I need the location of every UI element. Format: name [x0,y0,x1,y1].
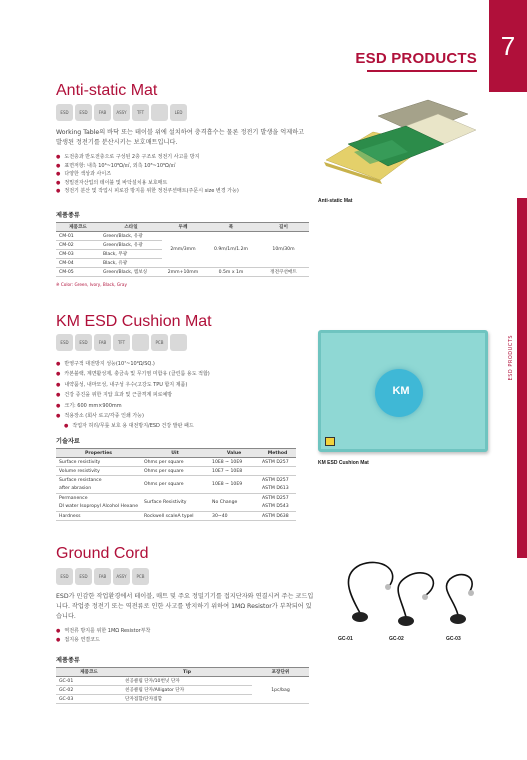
tft-badge-icon: TFT [132,104,149,121]
table-cell [259,476,296,494]
fab-badge-icon: FAB [94,104,111,121]
mat-logo-text: KM [392,385,410,397]
table-header-row [56,449,296,458]
table-cell: 0.5m x 1m [204,268,258,277]
table-cell: Hardness [56,512,141,521]
table-cell: GC-01 [56,677,122,686]
table-cell: CM-02 [56,241,100,250]
esd-warning-icon [325,437,335,446]
table-row [56,268,309,277]
table-row [56,476,296,494]
cord-caption-gc02: GC-02 [389,636,404,642]
device-badge-icon [132,334,149,351]
cell-line: Surface resistance [59,477,102,483]
list-item: ● 다양한 색상과 사이즈 [56,170,316,179]
table-row [56,467,296,476]
table-cell: CM-01 [56,232,100,241]
cord-spec-title: 제품종류 [56,657,80,664]
table-cell: 10E8 ~ 10E9 [209,458,259,467]
cell-line: ASTM D613 [262,485,289,491]
cushion-section-title: KM ESD Cushion Mat [56,313,212,330]
mat-spec-table [56,222,309,277]
assy-badge-icon: ASSY [113,568,130,585]
anti-static-mat-image [318,92,483,195]
table-row [56,458,296,467]
table-cell [259,494,296,512]
list-item: ● 건강 증진을 위한 지압 효과 및 근골격계 피로예방 [56,390,316,400]
cushion-image-caption: KM ESD Cushion Mat [318,460,369,466]
table-cell: 10E7 ~ 10E8 [209,467,259,476]
table-row [56,232,309,241]
table-cell: CM-04 [56,259,100,268]
cushion-tech-table [56,448,296,521]
table-cell: 2mm/3mm [162,232,204,268]
table-cell: Ohms per square [141,458,209,467]
table-cell: 10E8 ~ 10E9 [209,476,259,494]
table-cell: Surface Resistivity [141,494,209,512]
cord-caption-gc03: GC-03 [446,636,461,642]
cell-line: ASTM D257 [262,477,289,483]
chapter-number-tab: 7 [489,0,527,92]
cushion-feature-list [56,359,316,432]
table-header-row [56,223,309,232]
list-item: ● 도전층과 반도전층으로 구성된 2층 구조로 정전기 사고를 방지 [56,153,316,162]
column-header: Method [259,449,296,458]
table-cell: No Change [209,494,259,512]
list-item: ● 표면저항: 내측 10⁶~10⁸Ω/㎡, 외측 10⁸~10⁹Ω/㎡ [56,162,316,171]
table-cell: Green/Black, 유광 [100,232,162,241]
column-header: 제품코드 [56,223,100,232]
table-cell: Ohms per square [141,476,209,494]
table-cell: Green/Black, 유광 [100,241,162,250]
cushion-tech-title: 기술자료 [56,438,80,445]
list-item: ● 역전류 방지를 위한 1MΩ Resistor부착 [56,627,316,636]
mat-spec-title: 제품종류 [56,212,80,219]
list-item: ● 카본블랙, 계면활성제, 충금속 및 무기염 미함유 (클린룸 용도 적합) [56,369,316,379]
table-row [56,494,296,512]
led-badge-icon: LED [170,104,187,121]
cell-line: after abrasion [59,485,92,491]
table-cell: GC-02 [56,686,122,695]
cord-caption-gc01: GC-01 [338,636,353,642]
table-cell: CM-03 [56,250,100,259]
header-rule [367,70,477,72]
table-cell: ASTM D257 [259,458,296,467]
table-cell [259,467,296,476]
mat-section-title: Anti-static Mat [56,82,158,99]
table-cell: 친공클립 단자/Alligator 단자 [122,686,252,695]
list-item: ● 반영구적 대전방지 성능(10⁷~10⁹Ω/SQ.) [56,359,316,369]
table-cell: Volume resistivity [56,467,141,476]
list-item: ● 크기: 600 mm×900mm [56,401,316,411]
ground-cord-image [330,555,495,630]
cell-line: ASTM D543 [262,503,289,509]
table-cell [56,494,141,512]
cord-feature-list [56,627,316,644]
column-header: Tip [122,668,252,677]
table-cell: Green/Black, 엠보싱 [100,268,162,277]
fab-badge-icon: FAB [94,334,111,351]
pcb-badge-icon: PCB [151,334,168,351]
list-item: ● 내약품성, 내마모성, 내구성 우수(고강도 TPU 합지 제품) [56,380,316,390]
esd-badge-icon: ESD [56,568,73,585]
table-header-row [56,668,309,677]
table-cell [56,476,141,494]
mat-feature-icons [56,104,187,121]
mat-description: Working Table의 바닥 또는 테이블 위에 설치하여 충격흡수는 물론 정전기 발생을 억제하고 발생된 정전기를 분산시키는 보호매트입니다. [56,129,305,146]
cord-spec-table [56,667,309,704]
side-accent-bar [517,198,527,558]
table-cell: GC-03 [56,695,122,704]
cord-section-title: Ground Cord [56,545,149,562]
table-cell: CM-05 [56,268,100,277]
table-cell: Black, 무광 [100,250,162,259]
tool-badge-icon [170,334,187,351]
mat-image-caption: Anti-static Mat [318,198,353,204]
column-header: 포장단위 [252,668,309,677]
table-row [56,512,296,521]
list-item: ● 작업자 허리/무릎 보호 용 대전방지/ESD 건강 발판 패드 [56,421,316,431]
cord-feature-icons [56,568,149,585]
table-cell: 단자접합/단자접합 [122,695,252,704]
esd-badge-icon: ESD [75,334,92,351]
table-cell: ASTM D638 [259,512,296,521]
cord-description: ESD가 민감한 작업환경에서 테이블, 매트 및 주요 정밀기기를 접지단자와 연결시켜 주는 코드입니다. 작업중 정전기 또는 역전류로 인한 사고를 방지하기 위하여 1MΩ Resistor가 부착되어 있습니다. [56,593,314,620]
table-cell: Surface resistivity [56,458,141,467]
list-item: ● 적용장소 (회사 로고/각종 인쇄 가능) [56,411,316,421]
mat-color-note: ※ Color: Green, Ivory, Black, Gray [56,282,127,287]
list-item: ● 정밀전자산업의 테이블 및 바닥설치용 보호매트 [56,179,316,188]
list-item: ● 접지용 연결코드 [56,636,316,645]
esd-badge-icon: ESD [56,334,73,351]
esd-badge-icon: ESD [75,104,92,121]
table-cell: 정전쿠션매트 [258,268,309,277]
table-cell: 0.9m/1m/1.2m [204,232,258,268]
fab-badge-icon: FAB [94,568,111,585]
column-header: 스타일 [100,223,162,232]
cushion-feature-icons [56,334,187,351]
column-header: Properties [56,449,141,458]
table-cell: 10m/30m [258,232,309,268]
list-item: ● 정전기 분산 및 작업시 피로감 방지를 위한 정전쿠션매트(주문시 size 변경 가능) [56,187,316,196]
pcb-badge-icon: PCB [132,568,149,585]
cell-line: Permanence [59,495,88,501]
column-header: Value [209,449,259,458]
esd-badge-icon: ESD [56,104,73,121]
cell-line: ASTM D257 [262,495,289,501]
table-cell: Ohms per square [141,467,209,476]
column-header: 폭 [204,223,258,232]
assy-badge-icon: ASSY [113,104,130,121]
tft-badge-icon: TFT [113,334,130,351]
cell-line: DI water Isopropyl Alcohol Hexane [59,503,139,509]
table-cell: 친공클립 단자/10번넛 단자 [122,677,252,686]
header-section-title: ESD PRODUCTS [355,50,477,67]
column-header: 제품코드 [56,668,122,677]
table-row [56,677,309,686]
column-header: Uit [141,449,209,458]
esd-badge-icon: ESD [75,568,92,585]
table-cell: 30~40 [209,512,259,521]
column-header: 두께 [162,223,204,232]
table-cell: Black, 유광 [100,259,162,268]
side-section-label: ESD PRODUCTS [508,335,514,381]
table-cell: 1pc/bag [252,677,309,704]
table-cell: 2mm+10mm [162,268,204,277]
device-badge-icon [151,104,168,121]
column-header: 길이 [258,223,309,232]
table-cell: Rockwell scaleA typel [141,512,209,521]
mat-feature-list [56,153,316,196]
cushion-mat-image [318,330,488,452]
